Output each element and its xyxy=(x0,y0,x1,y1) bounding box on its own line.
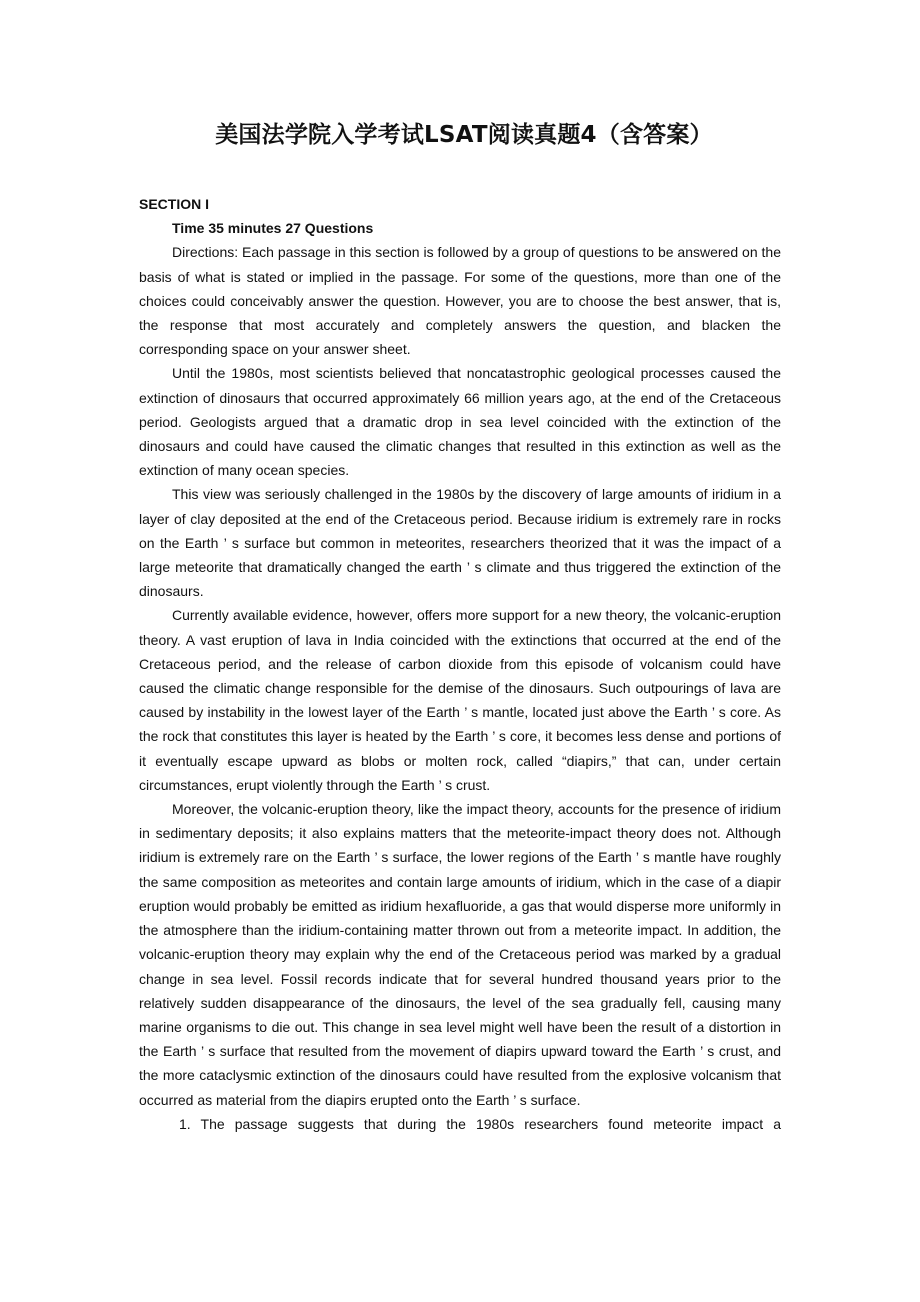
passage-paragraph-2: This view was seriously challenged in the 1980s by the discovery of large amounts of iridium in a layer of clay deposited at the end of the Cretaceous period. Because iridium is extremely rare in rocks on the Earth ’ s surface but common in meteorites, researchers theorized that it was the impact of a large meteorite that dramatically changed the earth ’ s climate and thus triggered the extinction of the dinosaurs. xyxy=(139,486,781,600)
passage-paragraph-3: Currently available evidence, however, offers more support for a new theory, the volcanic-eruption theory. A vast eruption of lava in India coincided with the extinctions that occurred at the end of the Cretaceous period, and the release of carbon dioxide from this episode of volcanism could have caused the climatic change responsible for the demise of the dinosaurs. Such outpourings of lava are caused by instability in the lowest layer of the Earth ’ s mantle, located just above the Earth ’ s core. As the rock that constitutes this layer is heated by the Earth ’ s core, it becomes less dense and portions of it eventually escape upward as blobs or molten rock, called “diapirs,” that can, under certain circumstances, erupt violently through the Earth ’ s crust. xyxy=(139,607,781,793)
time-limit-line: Time 35 minutes 27 Questions xyxy=(172,220,374,237)
directions-paragraph: Directions: Each passage in this section is followed by a group of questions to be answered on the basis of what is stated or implied in the passage. For some of the questions, more than one of the choices could conceivably answer the question. However, you are to choose the best answer, that is, the response that most accurately and completely answers the question, and blacken the corresponding space on your answer sheet. xyxy=(139,244,781,358)
section-label: SECTION I xyxy=(139,196,210,212)
passage-paragraph-4: Moreover, the volcanic-eruption theory, like the impact theory, accounts for the presence of iridium in sedimentary deposits; it also explains matters that the meteorite-impact theory does not. Although iridium is extremely rare on the Earth ’ s surface, the lower regions of the Earth ’ s mantle have roughly the same composition as meteorites and contain large amounts of iridium, which in the case of a diapir eruption would probably be emitted as iridium hexafluoride, a gas that would disperse more uniformly in the atmosphere than the iridium-containing matter thrown out from a meteorite impact. In addition, the volcanic-eruption theory may explain why the end of the Cretaceous period was marked by a gradual change in sea level. Fossil records indicate that for several hundred thousand years prior to the relatively sudden disappearance of the dinosaurs, the level of the sea gradually fell, causing many marine organisms to die out. This change in sea level might well have been the result of a distortion in the Earth ’ s surface that resulted from the movement of diapirs upward toward the Earth ’ s crust, and the more cataclysmic extinction of the dinosaurs could have resulted from the explosive volcanism that occurred as material from the diapirs erupted onto the Earth ’ s surface. xyxy=(139,801,781,1108)
document-title: 美国法学院入学考试LSAT阅读真题4（含答案） xyxy=(215,122,713,148)
question-1-stem: 1. The passage suggests that during the 1980s researchers found meteorite impact a xyxy=(179,1115,781,1132)
passage-paragraph-1: Until the 1980s, most scientists believed that noncatastrophic geological processes caused the extinction of dinosaurs that occurred approximately 66 million years ago, at the end of the Cretaceous period. Geologists argued that a dramatic drop in sea level coincided with the extinction of the dinosaurs and could have caused the climatic changes that resulted in this extinction as well as the extinction of many ocean species. xyxy=(139,365,781,479)
document-page xyxy=(139,118,781,1136)
